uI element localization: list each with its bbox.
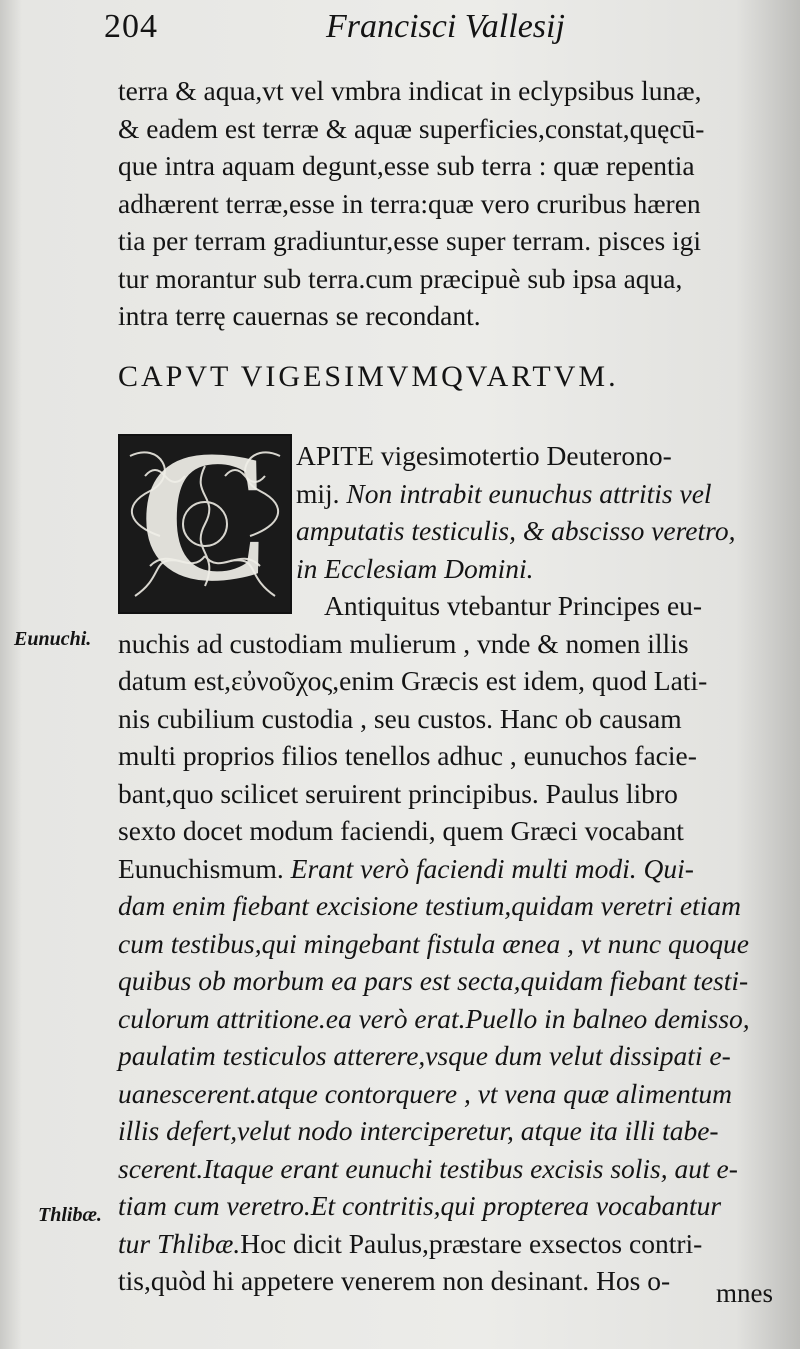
text-line: adhærent terræ,esse in terra:quæ vero cruribus hæren [118, 187, 701, 219]
roman-part: Eunuchismum. [118, 852, 291, 884]
text-line: quibus ob morbum ea pars est secta,quidam fiebant testi- [118, 965, 749, 996]
initial-letter: C [137, 411, 273, 620]
text-line: scerent.Itaque erant eunuchi testibus excisis solis, aut e- [118, 1152, 738, 1184]
opening-line: APITE vigesimotertio Deuterono- [296, 440, 672, 471]
running-title: Francisci Vallesij [326, 8, 565, 45]
chapter-heading: CAPVT VIGESIMVMQVARTVM. [118, 360, 619, 393]
catchword: mnes [716, 1278, 773, 1308]
text-line: Antiquitus vtebantur Principes eu- [324, 590, 703, 621]
top-paragraph [118, 72, 768, 335]
italic-part: Erant verò faciendi multi modi. Qui- [290, 852, 694, 884]
text-line: datum est,εὐνοῦχος,enim Græcis est idem, quod Lati- [118, 665, 708, 696]
italic-part: tur Thlibæ. [118, 1227, 241, 1259]
text-line: uanescerent.atque contorquere , vt vena quæ alimentum [118, 1077, 733, 1109]
opening-line [296, 475, 776, 513]
text-line: & eadem est terræ & aquæ superficies,constat,quęcū- [118, 112, 705, 144]
text-line: sexto docet modum faciendi, quem Græci vocabant [118, 815, 684, 846]
main-paragraph [118, 587, 788, 1300]
text-line: nis cubilium custodia , seu custos. Hanc ob causam [118, 702, 682, 734]
chapter-opening [296, 437, 776, 587]
opening-roman: mij. [296, 477, 347, 509]
text-line: dam enim fiebant excisione testium,quidam veretri etiam [118, 890, 741, 921]
text-line: tia per terram gradiuntur,esse super terram. pisces igi [118, 225, 702, 256]
text-line: terra & aqua,vt vel vmbra indicat in eclypsibus lunæ, [118, 75, 702, 106]
text-line: culorum attritione.ea verò erat.Puello in balneo demisso, [118, 1002, 750, 1034]
page-number: 204 [104, 8, 158, 45]
text-line [118, 1225, 788, 1263]
opening-line: amputatis testiculis, & abscisso veretro, [296, 515, 736, 546]
text-line: cum testibus,qui mingebant fistula ænea , vt nunc quoque [118, 927, 749, 959]
text-line: tiam cum veretro.Et contritis,qui propterea vocabantur [118, 1190, 722, 1221]
text-line: illis defert,velut nodo interciperetur, atque ita illi tabe- [118, 1115, 719, 1146]
text-line: bant,quo scilicet seruirent principibus. Paulus libro [118, 777, 678, 809]
text-line [118, 850, 788, 888]
margin-note-thlibae: Thlibæ. [38, 1204, 102, 1226]
text-line: paulatim testiculos atterere,vsque dum velut dissipati e- [118, 1040, 731, 1071]
margin-note-eunuchi: Eunuchi. [14, 628, 92, 650]
text-line: tur morantur sub terra.cum præcipuè sub ipsa aqua, [118, 262, 683, 294]
page-header [104, 8, 564, 54]
text-line: intra terrę cauernas se recondant. [118, 300, 481, 331]
text-line: tis,quòd hi appetere venerem non desinant. Hos o- [118, 1265, 671, 1296]
text-line: nuchis ad custodiam mulierum , vnde & nomen illis [118, 627, 689, 659]
text-line: que intra aquam degunt,esse sub terra : quæ repentia [118, 150, 695, 181]
text-line: multi proprios filios tenellos adhuc , eunuchos facie- [118, 740, 697, 771]
opening-line: in Ecclesiam Domini. [296, 552, 534, 584]
roman-part: Hoc dicit Paulus,præstare exsectos contri- [240, 1227, 703, 1259]
opening-italic: Non intrabit eunuchus attritis vel [346, 477, 712, 509]
